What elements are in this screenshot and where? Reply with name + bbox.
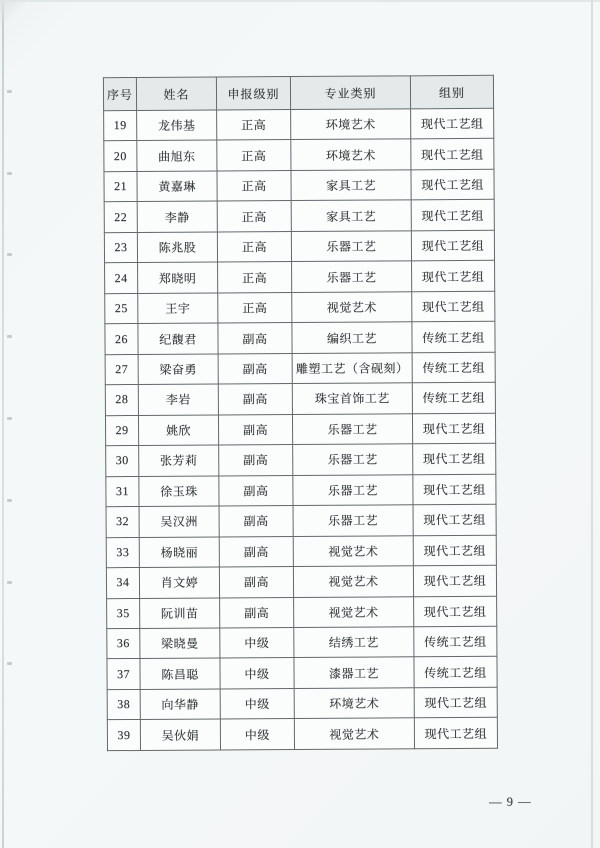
group-cell: 现代工艺组 bbox=[411, 139, 494, 170]
level-cell: 正高 bbox=[217, 140, 291, 171]
no-cell: 25 bbox=[105, 293, 138, 324]
name-cell: 龙伟基 bbox=[137, 110, 217, 141]
table-row bbox=[105, 413, 495, 446]
group-cell: 现代工艺组 bbox=[411, 108, 494, 139]
table-row bbox=[104, 139, 494, 172]
group-cell: 现代工艺组 bbox=[414, 718, 497, 749]
no-cell: 22 bbox=[104, 202, 137, 233]
no-cell: 26 bbox=[105, 324, 138, 355]
category-cell: 环境艺术 bbox=[294, 688, 414, 719]
category-cell: 视觉艺术 bbox=[294, 718, 414, 749]
category-cell: 家具工艺 bbox=[291, 200, 411, 231]
category-cell: 环境艺术 bbox=[291, 139, 411, 170]
name-cell: 张芳莉 bbox=[139, 445, 219, 476]
level-cell: 副高 bbox=[219, 506, 293, 537]
name-cell: 阮训苗 bbox=[140, 597, 220, 628]
level-cell: 正高 bbox=[217, 201, 291, 232]
name-cell: 梁奋勇 bbox=[138, 354, 218, 385]
category-cell: 编织工艺 bbox=[292, 322, 412, 353]
category-cell: 视觉艺术 bbox=[293, 566, 413, 597]
table-row bbox=[107, 596, 497, 629]
table-row bbox=[107, 626, 497, 659]
group-cell: 现代工艺组 bbox=[412, 261, 495, 292]
level-cell: 中级 bbox=[220, 719, 294, 750]
category-cell: 家具工艺 bbox=[291, 170, 411, 201]
table-row bbox=[105, 261, 495, 294]
level-cell: 副高 bbox=[218, 414, 292, 445]
table-row bbox=[106, 535, 496, 568]
group-cell: 现代工艺组 bbox=[412, 413, 495, 444]
name-cell: 吴汉洲 bbox=[139, 506, 219, 537]
no-cell: 29 bbox=[105, 415, 138, 446]
name-cell: 肖文婷 bbox=[139, 567, 219, 598]
no-cell: 37 bbox=[107, 659, 140, 690]
group-cell: 现代工艺组 bbox=[414, 687, 497, 718]
name-cell: 纪馥君 bbox=[138, 323, 218, 354]
no-cell: 20 bbox=[104, 141, 137, 172]
table-row bbox=[105, 322, 495, 355]
group-cell: 现代工艺组 bbox=[411, 200, 494, 231]
level-cell: 副高 bbox=[219, 536, 293, 567]
name-cell: 姚欣 bbox=[138, 415, 218, 446]
group-cell: 现代工艺组 bbox=[413, 565, 496, 596]
level-cell: 副高 bbox=[219, 475, 293, 506]
no-cell: 35 bbox=[107, 598, 140, 629]
table-row bbox=[104, 200, 494, 233]
table-row bbox=[107, 687, 497, 720]
no-cell: 21 bbox=[104, 171, 137, 202]
table-row bbox=[107, 657, 497, 690]
group-cell: 现代工艺组 bbox=[411, 169, 494, 200]
name-cell: 向华静 bbox=[140, 689, 220, 720]
category-cell: 视觉艺术 bbox=[294, 596, 414, 627]
table-row bbox=[106, 443, 496, 476]
category-cell: 乐器工艺 bbox=[293, 505, 413, 536]
group-cell: 传统工艺组 bbox=[412, 352, 495, 383]
name-cell: 梁晓曼 bbox=[140, 628, 220, 659]
category-cell: 乐器工艺 bbox=[293, 474, 413, 505]
group-cell: 现代工艺组 bbox=[413, 443, 496, 474]
name-cell: 杨晓丽 bbox=[139, 537, 219, 568]
no-cell: 38 bbox=[107, 689, 140, 720]
group-cell: 现代工艺组 bbox=[414, 596, 497, 627]
level-cell: 副高 bbox=[219, 567, 293, 598]
level-cell: 中级 bbox=[220, 688, 294, 719]
name-cell: 黄嘉琳 bbox=[137, 171, 217, 202]
name-cell: 曲旭东 bbox=[137, 140, 217, 171]
category-cell: 珠宝首饰工艺 bbox=[292, 383, 412, 414]
group-cell: 传统工艺组 bbox=[412, 383, 495, 414]
category-cell: 视觉艺术 bbox=[293, 535, 413, 566]
category-cell: 漆器工艺 bbox=[294, 657, 414, 688]
level-cell: 中级 bbox=[220, 658, 294, 689]
table-row bbox=[105, 352, 495, 385]
no-cell: 34 bbox=[106, 568, 139, 599]
category-cell: 乐器工艺 bbox=[292, 261, 412, 292]
column-header-group: 组别 bbox=[410, 75, 493, 109]
no-cell: 39 bbox=[107, 720, 140, 751]
no-cell: 19 bbox=[104, 110, 137, 141]
column-header-name: 姓名 bbox=[136, 77, 216, 110]
no-cell: 23 bbox=[104, 232, 137, 263]
level-cell: 正高 bbox=[217, 170, 291, 201]
category-cell: 结绣工艺 bbox=[294, 627, 414, 658]
name-cell: 徐玉珠 bbox=[139, 476, 219, 507]
table-row bbox=[105, 383, 495, 416]
no-cell: 28 bbox=[105, 385, 138, 416]
level-cell: 副高 bbox=[218, 384, 292, 415]
name-cell: 吴伙娟 bbox=[140, 719, 220, 750]
no-cell: 33 bbox=[106, 537, 139, 568]
table-row bbox=[106, 504, 496, 537]
category-cell: 乐器工艺 bbox=[292, 414, 412, 445]
level-cell: 正高 bbox=[217, 231, 291, 262]
level-cell: 正高 bbox=[218, 262, 292, 293]
group-cell: 传统工艺组 bbox=[412, 322, 495, 353]
no-cell: 36 bbox=[107, 628, 140, 659]
group-cell: 传统工艺组 bbox=[414, 626, 497, 657]
name-cell: 陈兆股 bbox=[137, 232, 217, 263]
table-header-row bbox=[103, 75, 493, 110]
table-row bbox=[106, 565, 496, 598]
level-cell: 正高 bbox=[217, 110, 291, 141]
column-header-level: 申报级别 bbox=[216, 77, 290, 110]
category-cell: 乐器工艺 bbox=[293, 444, 413, 475]
level-cell: 副高 bbox=[220, 597, 294, 628]
table-row bbox=[106, 474, 496, 507]
page-number: — 9 — bbox=[489, 794, 532, 809]
category-cell: 视觉艺术 bbox=[292, 292, 412, 323]
group-cell: 现代工艺组 bbox=[413, 474, 496, 505]
no-cell: 27 bbox=[105, 354, 138, 385]
table-row bbox=[105, 291, 495, 324]
level-cell: 副高 bbox=[218, 323, 292, 354]
group-cell: 现代工艺组 bbox=[412, 291, 495, 322]
name-cell: 陈昌聪 bbox=[140, 658, 220, 689]
group-cell: 传统工艺组 bbox=[414, 657, 497, 688]
level-cell: 副高 bbox=[218, 353, 292, 384]
name-cell: 郑晓明 bbox=[138, 262, 218, 293]
column-header-no: 序号 bbox=[103, 77, 136, 110]
name-cell: 李岩 bbox=[138, 384, 218, 415]
category-cell: 乐器工艺 bbox=[291, 231, 411, 262]
no-cell: 24 bbox=[105, 263, 138, 294]
level-cell: 副高 bbox=[219, 445, 293, 476]
category-cell: 雕塑工艺（含砚刻） bbox=[292, 353, 412, 384]
table-row bbox=[104, 230, 494, 263]
group-cell: 现代工艺组 bbox=[413, 504, 496, 535]
table-row bbox=[107, 718, 497, 751]
no-cell: 32 bbox=[106, 507, 139, 538]
table-row bbox=[104, 169, 494, 202]
name-cell: 李静 bbox=[137, 201, 217, 232]
column-header-category: 专业类别 bbox=[290, 76, 410, 110]
no-cell: 30 bbox=[106, 446, 139, 477]
name-cell: 王宇 bbox=[138, 293, 218, 324]
table-row bbox=[104, 108, 494, 141]
applicants-table bbox=[103, 75, 498, 751]
no-cell: 31 bbox=[106, 476, 139, 507]
level-cell: 中级 bbox=[220, 628, 294, 659]
level-cell: 正高 bbox=[218, 292, 292, 323]
category-cell: 环境艺术 bbox=[291, 109, 411, 140]
group-cell: 现代工艺组 bbox=[413, 535, 496, 566]
table-body bbox=[104, 108, 498, 750]
group-cell: 现代工艺组 bbox=[411, 230, 494, 261]
